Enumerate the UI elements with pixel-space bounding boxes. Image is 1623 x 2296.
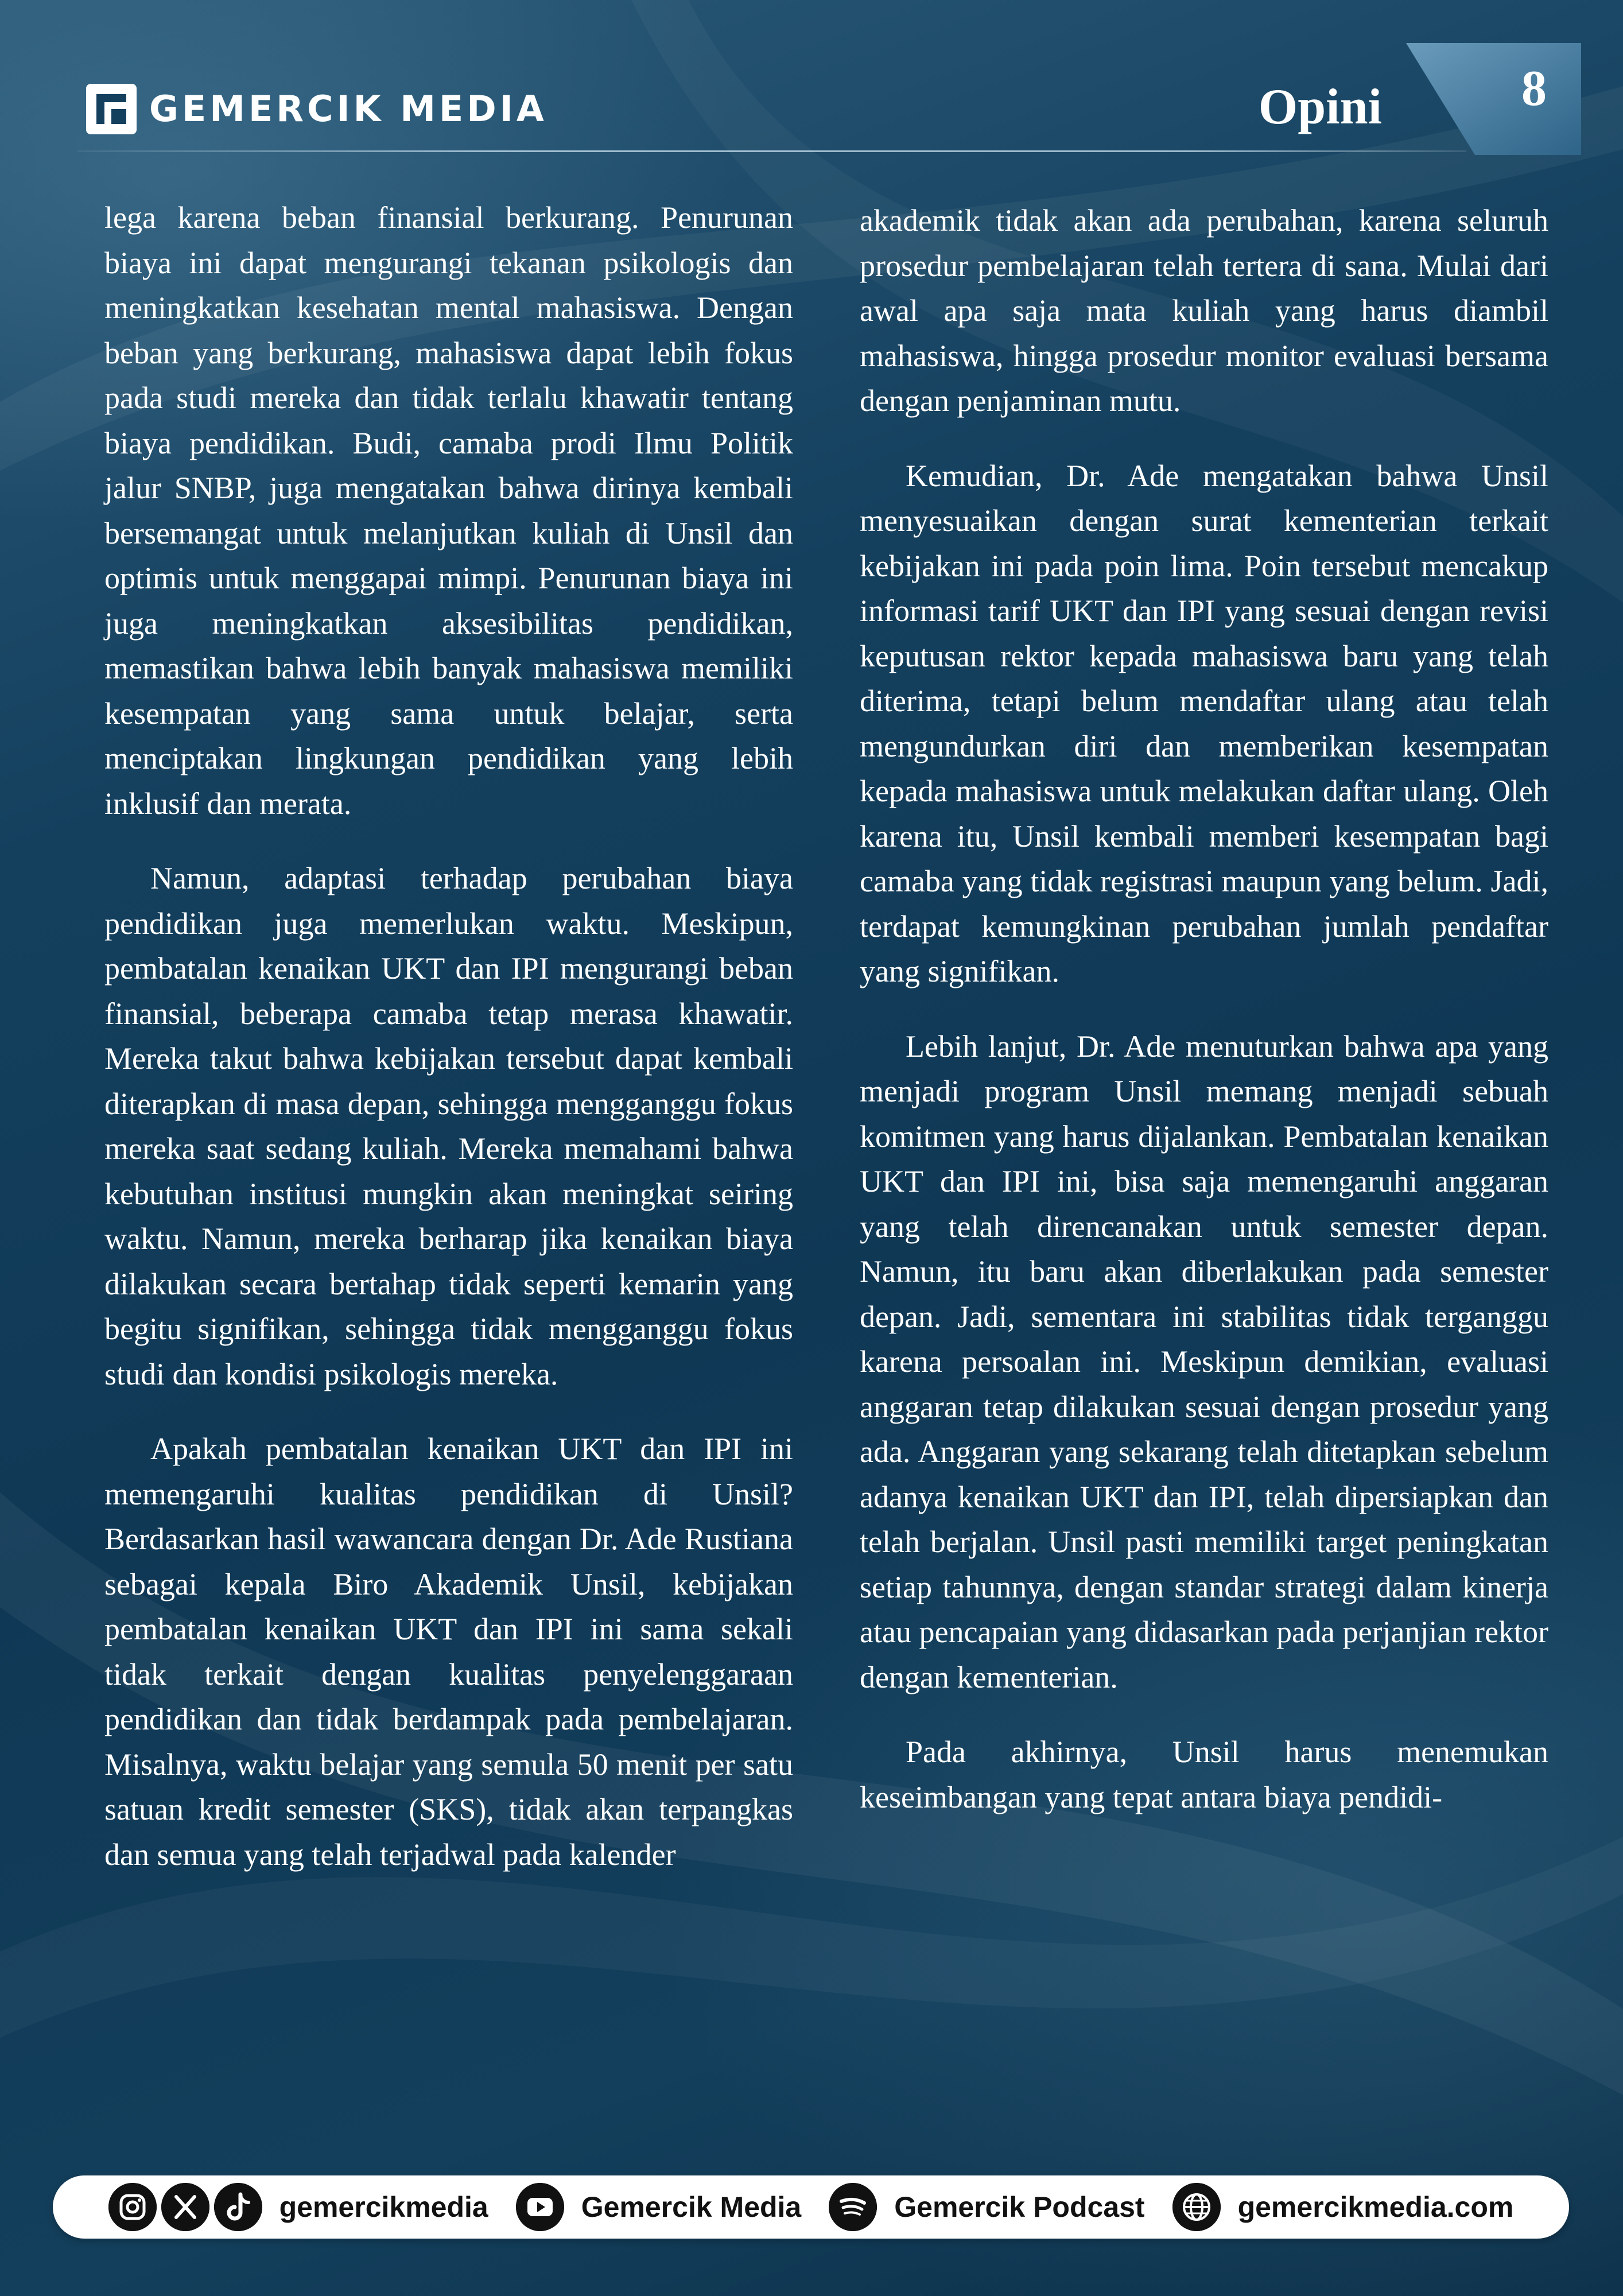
- spotify-link[interactable]: [829, 2183, 1144, 2231]
- page-tab-shape: [1406, 43, 1581, 155]
- brand-name: GEMERCIK MEDIA: [149, 88, 548, 130]
- social-footer: [53, 2175, 1569, 2239]
- header-divider: [77, 150, 1466, 152]
- page-number: 8: [1521, 61, 1547, 117]
- tiktok-icon[interactable]: [214, 2183, 262, 2231]
- youtube-icon[interactable]: [516, 2183, 564, 2231]
- article-paragraph: Apakah pembatalan kenaikan UKT dan IPI ini memengaruhi kualitas pendidikan di Unsil? Berdasarkan hasil wawancara dengan Dr. Ade Rustiana sebagai kepala Biro Akademik Unsil, kebijakan pembatalan kenaikan UKT dan IPI ini sama sekali tidak terkait dengan kualitas penyelenggaraan pendidikan dan tidak berdampak pada pembelajaran. Misalnya, waktu belajar yang semula 50 menit per satu satuan kredit semester (SKS), tidak akan terpangkas dan semua yang telah terjadwal pada kalender: [104, 1432, 793, 1872]
- article-paragraph: Lebih lanjut, Dr. Ade menuturkan bahwa apa yang menjadi program Unsil memang menjadi sebuah komitmen yang harus dijalankan. Pembatalan kenaikan UKT dan IPI ini, bisa saja memengaruhi anggaran yang telah direncanakan untuk semester depan. Namun, itu baru akan diberlakukan pada semester depan. Jadi, sementara ini stabilitas tidak terganggu karena persoalan ini. Meskipun demikian, evaluasi anggaran tetap dilakukan sesuai dengan prosedur yang ada. Anggaran yang sekarang telah ditetapkan sebelum adanya kenaikan UKT dan IPI, telah dipersiapkan dan telah berjalan. Unsil pasti memiliki target peningkatan setiap tahunnya, dengan standar strategi dalam kinerja atau pencapaian yang didasarkan pada perjanjian rektor dengan kementerian.: [860, 1029, 1548, 1694]
- social-handle-group[interactable]: [108, 2183, 488, 2231]
- x-icon[interactable]: [161, 2183, 209, 2231]
- article-paragraph: Namun, adaptasi terhadap perubahan biaya pendidikan juga memerlukan waktu. Meskipun, pembatalan kenaikan UKT dan IPI mengurangi beban finansial, beberapa camaba tetap merasa khawatir. Mereka takut bahwa kebijakan tersebut dapat kembali diterapkan di masa depan, sehingga mengganggu fokus mereka saat sedang kuliah. Mereka memahami bahwa kebutuhan institusi mungkin akan meningkat seiring waktu. Namun, mereka berharap jika kenaikan biaya dilakukan secara bertahap tidak seperti kemarin yang begitu signifikan, sehingga tidak mengganggu fokus studi dan kondisi psikologis mereka.: [104, 861, 793, 1391]
- instagram-icon[interactable]: [108, 2183, 157, 2231]
- youtube-link[interactable]: [516, 2183, 802, 2231]
- podcast-name[interactable]: Gemercik Podcast: [894, 2191, 1145, 2223]
- gemercik-logo-icon: [85, 83, 138, 135]
- article-paragraph: Pada akhirnya, Unsil harus menemukan keseimbangan yang tepat antara biaya pendidi-: [860, 1735, 1548, 1814]
- website-link[interactable]: [1172, 2183, 1514, 2231]
- article-paragraph: lega karena beban finansial berkurang. Penurunan biaya ini dapat mengurangi tekanan psikologis dan meningkatkan kesehatan mental mahasiswa. Dengan beban yang berkurang, mahasiswa dapat lebih fokus pada studi mereka dan tidak terlalu khawatir tentang biaya pendidikan. Budi, camaba prodi Ilmu Politik jalur SNBP, juga mengatakan bahwa dirinya kembali bersemangat untuk melanjutkan kuliah di Unsil dan optimis untuk menggapai mimpi. Penurunan biaya ini juga meningkatkan aksesibilitas pendidikan, memastikan bahwa lebih banyak mahasiswa memiliki kesempatan yang sama untuk belajar, serta menciptakan lingkungan pendidikan yang lebih inklusif dan merata.: [104, 200, 793, 821]
- page-number-tab: [1406, 43, 1581, 155]
- section-title: Opini: [1258, 79, 1382, 135]
- article-paragraph: akademik tidak akan ada perubahan, karena seluruh prosedur pembelajaran telah tertera di sana. Mulai dari awal apa saja mata kuliah yang harus diambil mahasiswa, hingga prosedur monitor evaluasi bersama dengan penjaminan mutu.: [860, 203, 1548, 418]
- website-url[interactable]: gemercikmedia.com: [1237, 2191, 1514, 2223]
- brand-logo: [85, 83, 548, 135]
- article-column-left: [104, 195, 793, 1877]
- youtube-channel[interactable]: Gemercik Media: [581, 2191, 802, 2223]
- article-column-right: [860, 198, 1548, 1820]
- globe-icon[interactable]: [1172, 2183, 1221, 2231]
- spotify-icon[interactable]: [829, 2183, 877, 2231]
- article-paragraph: Kemudian, Dr. Ade mengatakan bahwa Unsil menyesuaikan dengan surat kementerian terkait kebijakan ini pada poin lima. Poin tersebut mencakup informasi tarif UKT dan IPI yang sesuai dengan revisi keputusan rektor kepada mahasiswa baru yang telah diterima, tetapi belum mendaftar ulang atau telah mengundurkan diri dan memberikan kesempatan kepada mahasiswa untuk melakukan daftar ulang. Oleh karena itu, Unsil kembali memberi kesempatan bagi camaba yang tidak registrasi maupun yang belum. Jadi, terdapat kemungkinan perubahan jumlah pendaftar yang signifikan.: [860, 458, 1548, 988]
- social-handle[interactable]: gemercikmedia: [279, 2191, 488, 2223]
